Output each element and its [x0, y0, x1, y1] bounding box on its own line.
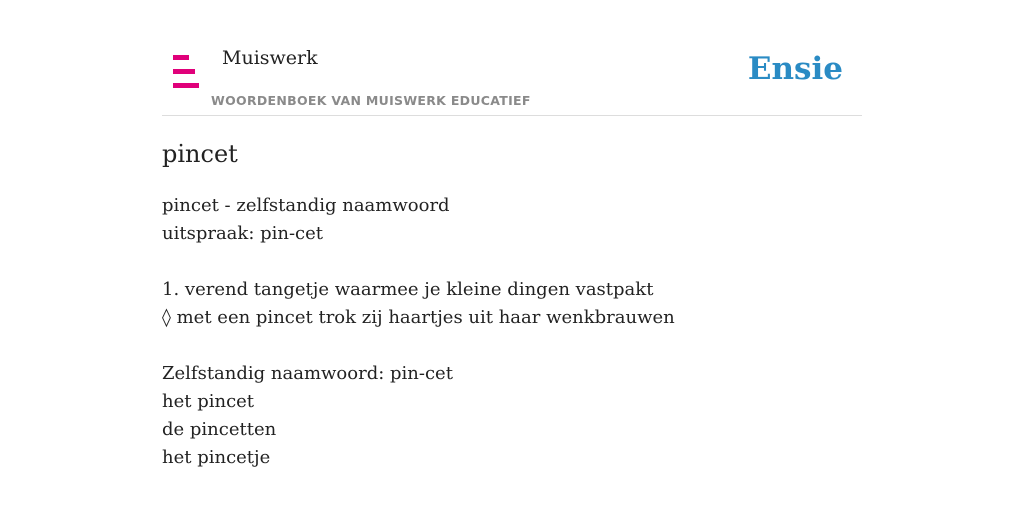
muiswerk-e-icon	[173, 55, 199, 88]
page	[162, 0, 862, 512]
header	[162, 0, 862, 116]
form-item: het pincetje	[162, 447, 271, 468]
ensie-logo-link[interactable]: Ensie	[747, 51, 843, 87]
muiswerk-logo-icon[interactable]	[173, 55, 199, 88]
form-item: het pincet	[162, 391, 255, 412]
form-item: de pincetten	[162, 419, 277, 440]
example-line: ◊ met een pincet trok zij haartjes uit haar wenkbrauwen	[162, 307, 675, 328]
brand-name-link[interactable]: Muiswerk	[222, 47, 318, 69]
pronunciation-line: uitspraak: pin-cet	[162, 223, 324, 244]
forms-heading: Zelfstandig naamwoord: pin-cet	[162, 363, 453, 384]
spacer	[162, 248, 862, 276]
entry-title: pincet	[162, 140, 238, 168]
entry-content	[162, 192, 862, 472]
spacer	[162, 332, 862, 360]
definition-line: 1. verend tangetje waarmee je kleine dingen vastpakt	[162, 279, 654, 300]
word-class-line: pincet - zelfstandig naamwoord	[162, 195, 450, 216]
brand-subtitle: WOORDENBOEK VAN MUISWERK EDUCATIEF	[211, 93, 531, 108]
